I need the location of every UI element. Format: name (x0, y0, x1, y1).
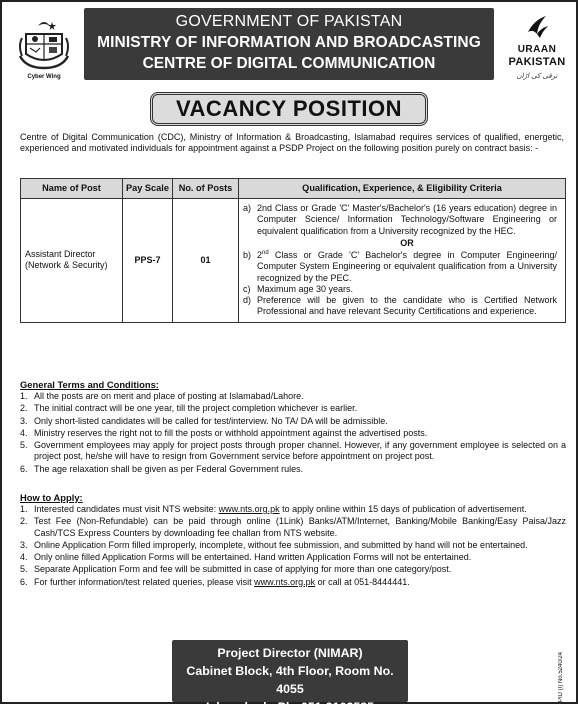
qualification-item: c) Maximum age 30 years. (243, 283, 354, 294)
list-item: 4. Ministry reserves the right not to fill the posts or withhold appointment against the advertised posts. (20, 427, 428, 438)
vacancy-title: VACANCY POSITION (150, 92, 428, 126)
post-count: 01 (173, 199, 239, 323)
pakistan-text: PAKISTAN (508, 56, 566, 68)
how-to-apply-list (20, 504, 566, 589)
header-name-of-post: Name of Post (21, 179, 123, 199)
pakistan-emblem-icon (16, 16, 72, 70)
centre-title: CENTRE OF DIGITAL COMMUNICATION (142, 55, 436, 72)
header (2, 2, 576, 92)
positions-table (20, 178, 566, 323)
bird-icon (524, 14, 550, 40)
qualification-item: a) 2nd Class or Grade 'C' Master's/Bachelor's (16 years education) degree in Computer Science/ Information Technology/Software Engineering or equivalent qualification from a University recognized by the HEC. (243, 203, 557, 236)
contact-title: Project Director (NIMAR) (217, 646, 363, 660)
pay-scale: PPS-7 (123, 199, 173, 323)
list-item: 1. Interested candidates must visit NTS website: www.nts.org.pk to apply online within 15 days of publication of advertisement. (20, 504, 527, 514)
header-qualification: Qualification, Experience, & Eligibility Criteria (239, 179, 566, 199)
list-item: 6. For further information/test related queries, please visit www.nts.org.pk or call at 051-8444441. (20, 576, 410, 587)
government-title: GOVERNMENT OF PAKISTAN (175, 13, 403, 30)
list-item: 5. Government employees may apply for project posts through proper channel. However, if any government employee is selected on a project post, he/she will have to resign from Government service before appointment on project post. (20, 440, 566, 462)
list-item: 5. Separate Application Form and fee will be submitted in case of applying for more than one category/post. (20, 564, 452, 575)
emblem-caption: Cyber Wing (27, 74, 61, 80)
how-to-apply-heading: How to Apply: (20, 492, 83, 503)
nts-website-link[interactable]: www.nts.org.pk (218, 504, 280, 514)
list-item: 6. The age relaxation shall be given as per Federal Government rules. (20, 463, 304, 474)
list-item: 4. Only online filled Application Forms will be entertained. Hand written Application Forms will not be entertained. (20, 552, 472, 562)
general-terms-heading: General Terms and Conditions: (20, 379, 159, 390)
post-name: Assistant Director (Network & Security) (21, 199, 123, 323)
ministry-title: MINISTRY OF INFORMATION AND BROADCASTING (97, 34, 481, 51)
list-item: 2. The initial contract will be one year, till the project completion whichever is earlier. (20, 403, 358, 414)
list-item: 1. All the posts are on merit and place of posting at Islamabad/Lahore. (20, 391, 304, 401)
qualification-cell (239, 199, 566, 323)
table-row (21, 199, 566, 323)
qualification-item: b) 2nd Class or Grade 'C' Bachelor's degree in Computer Engineering/ Computer System Engineering or equivalent qualification from a University recognized by the PEC. (243, 250, 557, 283)
pid-number: PID (I) No.5240/24 (558, 651, 564, 702)
contact-box (172, 640, 408, 714)
nts-website-link[interactable]: www.nts.org.pk (254, 576, 316, 587)
list-item: 3. Online Application Form filled improperly, incomplete, without fee submission, and submitted by hand will not be entertained. (20, 539, 528, 550)
or-separator: OR (400, 237, 414, 248)
header-pay-scale: Pay Scale (123, 179, 173, 199)
list-item: 2. Test Fee (Non-Refundable) can be paid through online (1Link) Banks/ATM/Internet, Banking/Mobile Banking/Easy Paisa/Jazz Cash/TCS Express Counters by downloading fee challan from NTS website. (20, 516, 566, 538)
list-item: 3. Only short-listed candidates will be called for test/interview. No TA/ DA will be admissible. (20, 415, 388, 426)
uraan-text: URAAN (517, 44, 557, 55)
general-terms-list (20, 391, 566, 476)
contact-phone: Islamabad - Ph: 051-9103585 (205, 700, 375, 714)
contact-address: Cabinet Block, 4th Floor, Room No. 4055 (186, 664, 394, 696)
intro-paragraph: Centre of Digital Communication (CDC), Ministry of Information & Broadcasting, Islamabad requires services of qualified, energetic, experienced and motivated individuals for appointment against a PSDP Project on the following position purely on contract basis: - (20, 132, 564, 154)
uraan-tagline: ترقی کی اڑان (516, 72, 558, 80)
header-no-of-posts: No. of Posts (173, 179, 239, 199)
uraan-pakistan-logo (500, 14, 574, 90)
qualification-item: d) Preference will be given to the candidate who is Certified Network Professional and have relevant Security Certifications and experience. (243, 295, 557, 317)
